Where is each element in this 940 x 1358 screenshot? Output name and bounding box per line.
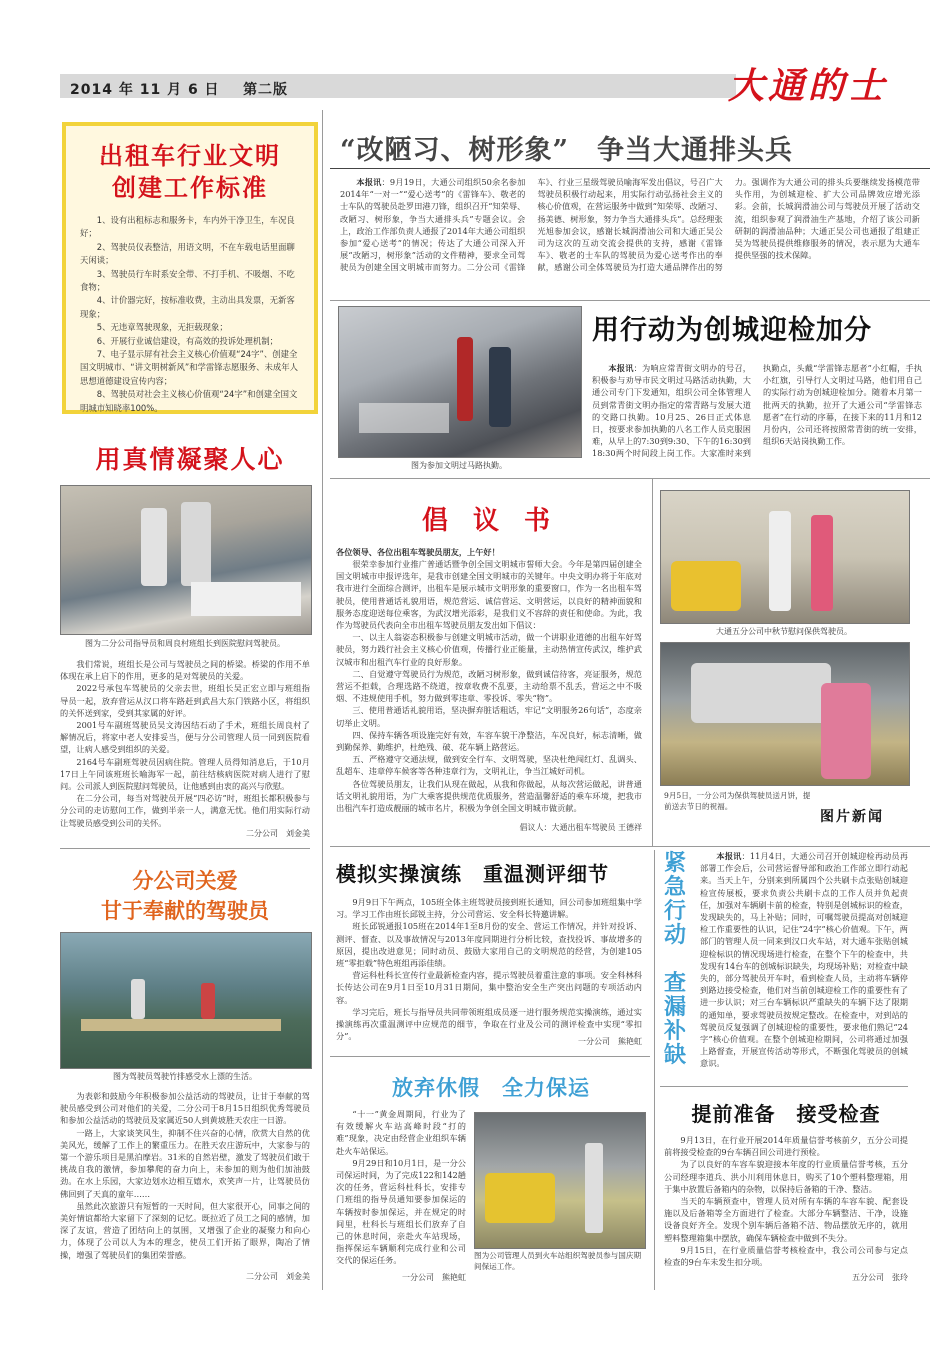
hospital-bed — [191, 582, 301, 616]
signature: 一分公司 熊艳虹 — [402, 1273, 466, 1282]
photo-caption: 图为参加文明过马路执勤。 — [411, 461, 507, 470]
divider — [330, 846, 930, 847]
drill-article — [336, 896, 642, 1042]
paragraph: 班长邱锐通报105班在2014年1至8月份的安全、营运工作情况，并针对投诉、测评、督查、以及事故情况与2013年度同期进行分析比较，查找投诉、事故增多的原因，提出改进意见；同时动员、鼓励大家用自己的文明规范的经营，为创建105班“零拒载”特色班组再添佳绩。 — [336, 921, 642, 969]
signature: 一分公司 熊艳虹 — [578, 1037, 642, 1046]
paragraph: 五、严格遵守交通法规，做到安全行车、文明驾驶，坚决杜绝闯红灯、乱调头、乱超车、违章停车候客等各种违章行为，文明礼让，争当江城好司机。 — [336, 754, 642, 777]
photo-news-label: 图片新闻 — [820, 809, 884, 825]
column-divider — [654, 850, 655, 1290]
main-headline: “改陋习、树形象” 争当大通排头兵 — [340, 135, 794, 166]
brand-logo: 大通的士 — [728, 66, 889, 107]
main-article: 本报讯：9月19日，大通公司组织50余名参加2014年“一对一”“爱心送考”的《雷锋车》、敬老的士车队的驾驶员赴罗田港刀锋，组织召开“知荣辱、改陋习、树形象，争当大通排头兵”专题会议。会上，政治工作部负责人通报了2014年大通公司组织参加“爱心送考”的情况；传达了大通公司深入开展“改陋习，树形象”活动的文件精神，要求全司驾驶员为创建全国文明城市而努力。二分公司《雷锋车》、行业三星级驾驶员喻海军发出倡议，号召广大驾驶员积极行动起来，用实际行动弘扬社会主义的核心价值观，在营运服务中做到“知荣辱、改陋习、扬美德、树形象，努力争当大通排头兵”。总经理张光旭参加会议，感谢长城润滑油公司和大通正吴公司为这次的互动交流会提供的支持，感谢《雷锋车》、敬老的士车队的驾驶员为爱心送考作出的奉献，感谢公司全体驾驶员为打造大通品牌作出的努力。强调作为大通公司的排头兵要继续发扬模范带头作用，为创城迎检、扩大公司品牌效应增光添彩。会前，长城润滑油公司与驾驶员开展了活动交流，组织参观了润滑油生产基地，介绍了该公司新研制的润滑油品种；大通正吴公司也通报了组建正吴为驾驶员提供维修服务的情况，表示愿为大通车提供坚强的技术保障。 — [340, 177, 920, 273]
standard-item: 5、无违章驾驶现象，无拒载现象； — [96, 322, 228, 333]
paragraph: 9月13日，在行业开展2014年质量信誉考核前夕，五分公司提前将接受检查的9台车辆召回公司进行预检。 — [664, 1135, 908, 1158]
photo-caption: 图为驾驶员驾驶竹排感受水上漂的生活。 — [113, 1072, 257, 1081]
paragraph: 一、以主人翁姿态积极参与创建文明城市活动，做一个讲职业道德的出租车好驾驶员，努力践行社会主义核心价值观，传播行业正能量，主动热情宣传武汉，维护武汉城市和出租汽车行业的良好形象。 — [336, 632, 642, 667]
sincere-headline: 用真情凝聚人心 — [95, 445, 285, 474]
photo-caption: 9月5日，一分公司为保供驾驶员送月饼，提前送去节日的祝福。 — [664, 791, 811, 811]
standard-item: 1、设有出租标志和服务卡，车内外干净卫生，车况良好； — [80, 215, 295, 239]
photo-caption: 图为二分公司指导员和周良村班组长到医院慰问驾驶员。 — [85, 639, 285, 648]
person-figure — [769, 511, 791, 611]
photo-mooncake-delivery — [660, 642, 910, 786]
photo-railway-station — [474, 1112, 646, 1249]
standard-item: 2、驾驶员仪表整洁，用语文明，不在车载电话里面聊天闲谈； — [80, 241, 295, 266]
person-figure — [811, 515, 833, 611]
paragraph: 三、使用普通话礼貌用语，坚决摒弃脏话粗话，牢记“文明服务26句话”，态度亲切举止文明。 — [336, 705, 642, 728]
inspection-article — [664, 1134, 908, 1268]
emergency-article: 本报讯：11月4日，大通公司召开创城迎检再动员再部署工作会后，公司营运督导部和政治工作部立即行动起来。当天上午，分别来到所属四个公共刷卡点张贴创城迎检宣传展板，要求负责公共刷卡点的工作人员并负起责任，加强对车辆刷卡前的检查，特别是创城标识的检查，发现缺失的，马上补贴；同时，可嘱驾驶员提高对创城迎检工作重要性的认识，记住“24字”核心价值观。下午，两部门的管理人员一同来到汉口火车站，对大通车张贴创城迎检标识的情况现场进行检查，在整个下午的检查中，共发现有14台车的创城标识缺失，均现场补贴；对检查中缺失的，部分驾驶员开车时，看到检查人员，主动将车辆停到路边接受检查，他们对当前创城迎检工作的重要性有了进一步认识；对三台车辆标识严重缺失的车辆下达了限期的通知单，要求驾驶员按规定整改。在检查中，对到站的驾驶员反复强调了创城迎检的重要性，要求他们熟记“24字”核心价值观。在整个创城迎检期间，公司将通过加强上路督查，开展宣传活动等形式，不断强化驾驶员的创城意识。 — [700, 851, 908, 1069]
photo-traffic-duty — [338, 306, 582, 458]
photo-caption: 图为公司管理人员到火车站组织驾驶员参与国庆期间保运工作。 — [474, 1251, 642, 1271]
paragraph: 虽然此次旅游只有短暂的一天时间，但大家很开心，同事之间的美好情谊都给大家留下了深刻的记忆。既拉近了员工之间的感情，加深了友谊，营造了团结向上的氛围，又增强了企业的凝聚力和向心力，体现了公司以人为本的理念，使员工们开拓了眼界，陶冶了情操，增强了驾驶员们的集团荣誉感。 — [60, 1200, 310, 1260]
holiday-headline: 放弃休假 全力保运 — [392, 1076, 590, 1100]
person-figure — [457, 337, 473, 421]
edition-label: 第二版 — [243, 82, 289, 98]
proposal-article — [336, 558, 642, 814]
signature: 二分公司 刘金美 — [246, 1272, 310, 1281]
paragraph: 二、自觉遵守驾驶员行为规范，改陋习树形象，做到诚信待客，亮证服务，规范营运不拒载，合理选路不绕道，按章收费不乱要，主动给票不乱丢，营运之中不吸烟、不违规使用手机，努力做到零违章、零投诉、零失“物”。 — [336, 668, 642, 704]
photo-caption: 大通五分公司中秋节慰问保供驾驶员。 — [716, 627, 852, 636]
person-figure — [585, 1143, 603, 1233]
divider — [330, 168, 930, 169]
taxi-car — [485, 1173, 555, 1223]
paragraph: 2022号承包车驾驶员的父亲去世，班组长吴正宏立即与班组指导员一起，放弃营运从汉口将车路赶到武昌大东门铁路小区，将组织的关怀送到家，受到其家属的好评。 — [60, 683, 310, 718]
person-figure — [141, 508, 167, 586]
standard-item: 4、计价器完好，按标准收费，主动出具发票，无新客现象； — [80, 295, 295, 319]
signature: 倡议人：大通出租车驾驶员 王德祥 — [519, 823, 642, 832]
proposal-salutation: 各位领导、各位出租车驾驶员朋友，上午好！ — [336, 547, 500, 557]
paragraph: 9月9日下午两点，105班全体主班驾驶员接到班长通知，回公司参加班组集中学习。学习工作由班长邱锐主持，分公司营运、安全科长特邀讲解。 — [336, 897, 642, 920]
paragraph: “十一”黄金周期间，行业为了有效缓解火车站高峰时段“打的难”现象，决定由经营企业组织车辆赴火车站保运。 — [336, 1109, 466, 1156]
emergency-headline-part2: 查漏补缺 — [664, 971, 687, 1068]
standard-item: 7、电子显示屏有社会主义核心价值观“24字”、创建全国文明城市、“讲文明树新风”和学雷锋志愿服务、未成年人思想道德建设宣传内容； — [80, 349, 299, 386]
column-divider — [652, 478, 653, 846]
drill-headline: 模拟实操演练 重温测评细节 — [336, 862, 609, 886]
person-figure — [821, 683, 871, 779]
dedication-article — [60, 1090, 310, 1261]
standards-box — [62, 122, 318, 414]
city-action-headline: 用行动为创城迎检加分 — [592, 315, 872, 346]
person-figure — [131, 979, 145, 1019]
paragraph: 各位驾驶员朋友，让我们从现在做起，从我和你做起，从每次营运做起，讲普通话文明礼貌用语，为广大乘客提供规范优质服务，营造温馨舒适的乘车环境，把我市出租汽车打造成靓丽的城市名片，积极为争创全国文明城市做贡献。 — [336, 778, 642, 814]
photo-bamboo-raft — [60, 932, 312, 1069]
dedication-headline: 分公司关爱 甘于奉献的驾驶员 — [101, 869, 269, 923]
paragraph: 当天的车辆预查中，管理人员对所有车辆的车容车貌、配套设施以及后备箱等全方面进行了检查。大部分车辆整洁、干净，设施设备良好齐全。发现个别车辆后备箱不洁、物品摆放无序的，就用塑料整理箱集中摆放，确保车辆检查中做到不失分。 — [664, 1196, 908, 1243]
city-action-article: 本报讯：为响应常青街文明办的号召，积极参与劝导市民文明过马路活动执勤，大通公司专门下发通知，组织公司全体管理人员到常青街文明办指定的常青路与发展大道的交路口执勤。10月25、26日正式体息日，按要求参加执勤的八名工作人员克服困难，从早上的7:30到9:30、下午的16:30到18:30两个时间段上岗工作。大家准时来到执勤点，头戴“学雷锋志愿者”小红帽，手执小红旗，引导行人文明过马路，他们用自己的实际行动为创城迎检加分。随着本月第一批两天的执勤，拉开了大通公司“学雷锋志愿者”在行动的序幕，在接下来的11月和12月份内，公司还将按照常青街的统一安排，组织6天站岗执勤工作。 — [592, 363, 922, 459]
standard-item: 3、驾驶员行车时系安全带、不打手机、不吸烟、不吃食物； — [80, 268, 295, 293]
divider — [330, 478, 930, 479]
paragraph: 2001号车副班驾驶员吴文涛因结石动了手术，班组长周良村了解情况后，将家中老人安排妥当，便与分公司管理人员一同到医院看望，让病人感受到组织的关爱。 — [60, 720, 310, 755]
paragraph: 一路上，大家谈笑风生，抑制不住兴奋的心情，欣赏大自然的优美风光，缓解了工作上的繁重压力。在胜天农庄游玩中，大家参与的第一个游乐项目是黑泊摩岩。31米的自然岩壁，激发了驾驶员们敢于挑战自我的激情，参加攀爬的奋力向上，未参加的则为他们加油鼓劲。在水上乐园，大家边划水边相互嬉水，欢笑声一片，让驾驶员仿佛回到了天真的童年…… — [60, 1127, 310, 1199]
person-figure — [201, 983, 215, 1019]
paragraph: 9月29日和10月1日，是一分公司保运时间，为了完成122和142趟次的任务，营运科杜科长，安排专门班组的指导员通知要参加保运的车辆按时参加保运，并在规定的时间里，杜科长与班组长们放弃了自己的休息时间，亲赴火车站现场，指挥保运车辆顺利完成行业和公司交代的保运任务。 — [336, 1157, 466, 1266]
paragraph: 很荣幸参加行业推广普通话暨争创全国文明城市誓师大会。今年是第四届创建全国文明城市申报评选年，是我市创建全国文明城市的关键年。中央文明办将于年底对我市进行全面综合测评，出租车是展示城市文明形象的重要窗口，作为一名出租车驾驶员，使用普通话礼貌用语，规范营运、诚信营运、文明营运，以良好的精神面貌和服务态度迎送每位乘客，为武汉增光添彩，是我们义不容辞的责任和使命。为此，我作为驾驶员代表向全市出租车驾驶员朋友发出如下倡议： — [336, 559, 642, 631]
paragraph: 9月15日，在行业质量信誉考核检查中，我公司公司参与定点检查的9台车未发生扣分项。 — [664, 1244, 908, 1268]
standards-list — [66, 204, 314, 415]
inspection-headline: 提前准备 接受检查 — [691, 1102, 881, 1126]
bamboo-raft — [81, 1019, 281, 1031]
standards-title: 出租车行业文明 创建工作标准 — [99, 142, 281, 202]
column-divider — [322, 110, 323, 1290]
sincere-article — [60, 658, 310, 829]
paragraph: 在二分公司，每当对驾驶员开展“四必访”时，班组长都积极参与分公司的走访慰问工作，做到半亲一人，满意无忧。他们用实际行动让驾驶员感受到公司的关怀。 — [60, 793, 310, 828]
standard-item: 8、驾驶员对社会主义核心价值观“24字”和创建全国文明城市知晓率100%。 — [80, 389, 298, 413]
divider — [330, 1056, 650, 1057]
paragraph: 我们常说，班组长是公司与驾驶员之间的桥梁。桥梁的作用不单体现在承上启下的作用，更多的是对驾驶员的关爱。 — [60, 659, 310, 682]
divider — [660, 1086, 908, 1087]
issue-date: 2014 年 11 月 6 日 第二版 — [70, 82, 289, 98]
paragraph: 四、保持车辆各项设施完好有效，车容车貌干净整洁，车况良好，标志清晰，做到勤保养、勤维护，杜绝残、破、花车辆上路营运。 — [336, 729, 642, 753]
paragraph: 学习完后，班长与指导员共同带领班组成员逐一进行服务规范实操演练，通过实操演练再次重温测评中应规范的细节，争取在行业及公司的测评检查中实现“零扣分”。 — [336, 1006, 642, 1042]
person-figure — [489, 347, 511, 427]
paragraph: 营运科杜科长宣传行业最新检查内容，提示驾驶员着重注意的事项。安全科林科长传达公司在9月1日至10月31日期间，集中整治安全生产突出问题的专项活动内容。 — [336, 970, 642, 1005]
proposal-headline: 倡 议 书 — [421, 506, 559, 536]
emergency-headline-part1: 紧急行动 — [664, 851, 687, 948]
photo-hospital-visit — [60, 485, 312, 635]
paragraph: 为表彰和鼓励今年积极参加公益活动的驾驶员，让甘于奉献的驾驶员感受到公司对他们的关爱，二分公司于8月15日组织优秀驾驶员和参加公益活动的驾驶员及家属近50人到黄坡胜天农庄一日游。 — [60, 1091, 310, 1126]
paragraph: 为了以良好的车容车貌迎接本年度的行业质量信誉考核，五分公司经理李道兵、洪小川利用休息日，购买了10个塑料整理箱，用于集中放置后备箱内的杂物，以保持后备箱的干净、整洁。 — [664, 1159, 908, 1194]
taxi-car — [691, 663, 831, 723]
crosswalk-stripes — [359, 403, 449, 433]
divider — [60, 848, 310, 849]
taxi-car — [671, 561, 741, 611]
divider — [330, 300, 930, 301]
standard-item: 6、开展行业诚信建设，有高效的投诉处理机制； — [96, 335, 278, 346]
signature: 二分公司 刘金美 — [246, 829, 310, 838]
signature: 五分公司 张玲 — [852, 1273, 908, 1282]
paragraph: 2164号车副班驾驶员因病住院。管理人员得知消息后，于10月17日上午同该班班长喻海军一起，前往结核病医院对病人进行了慰问。公司派人到医院慰问驾驶员，让他感到由衷的高兴与欣慰。 — [60, 756, 310, 792]
holiday-article — [336, 1108, 466, 1267]
photo-mid-autumn-visit — [660, 490, 910, 624]
person-figure — [181, 502, 211, 586]
